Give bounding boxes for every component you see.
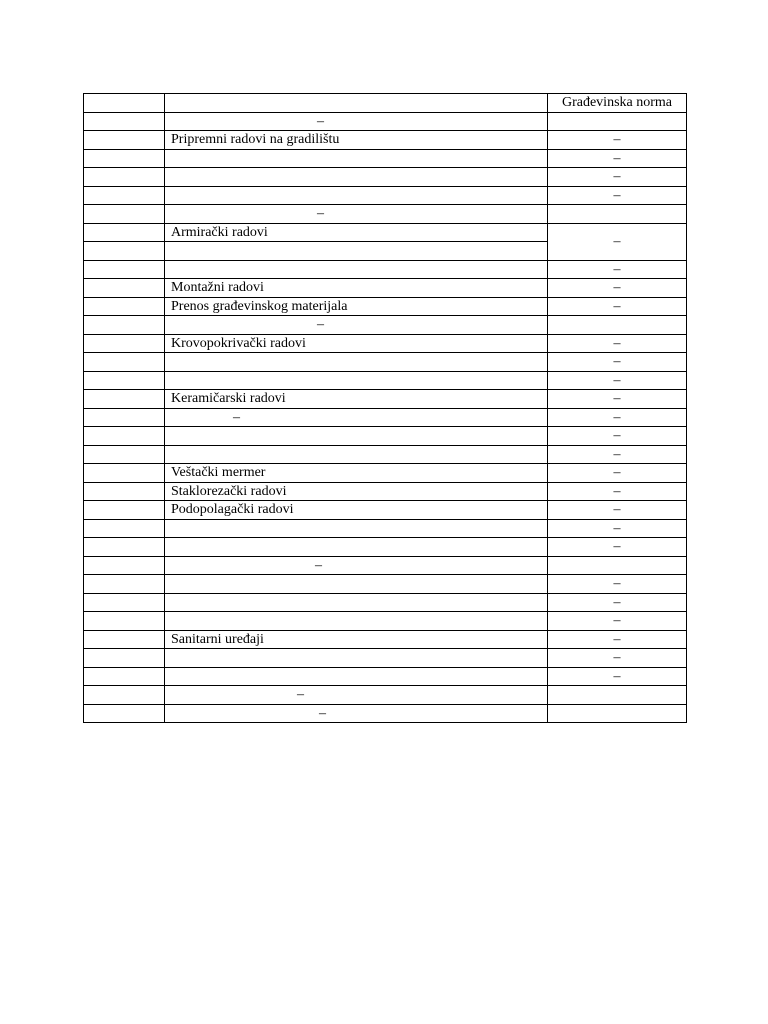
norm-cell: – (548, 649, 687, 668)
norm-cell: – (548, 297, 687, 316)
norm-cell: – (548, 538, 687, 557)
work-type-cell (165, 260, 548, 279)
work-type-cell (165, 408, 548, 427)
table-row (84, 538, 687, 557)
norm-cell: – (548, 427, 687, 446)
row-number-cell (84, 575, 165, 594)
row-number-cell (84, 482, 165, 501)
norm-cell: – (548, 260, 687, 279)
work-type-label: Montažni radovi (171, 280, 264, 296)
table-row (84, 279, 687, 298)
work-type-cell (165, 667, 548, 686)
dash-mark: – (315, 557, 322, 573)
work-type-cell (165, 686, 548, 705)
work-type-cell (165, 334, 548, 353)
work-type-cell (165, 482, 548, 501)
work-type-label: Armirački radovi (171, 224, 268, 240)
work-type-label: Veštački mermer (171, 465, 266, 481)
norm-cell (548, 205, 687, 224)
table-row (84, 334, 687, 353)
row-number-cell (84, 353, 165, 372)
table-row (84, 427, 687, 446)
work-type-cell (165, 704, 548, 723)
table-row (84, 297, 687, 316)
work-type-cell (165, 242, 548, 261)
dash-mark: – (233, 409, 240, 425)
norm-cell: – (548, 667, 687, 686)
row-number-cell (84, 316, 165, 335)
row-number-cell (84, 168, 165, 187)
row-number-cell (84, 334, 165, 353)
norm-cell (548, 704, 687, 723)
work-type-cell (165, 131, 548, 150)
row-number-cell (84, 538, 165, 557)
norm-cell: – (548, 593, 687, 612)
work-type-cell (165, 149, 548, 168)
row-number-cell (84, 519, 165, 538)
work-type-cell (165, 575, 548, 594)
work-type-cell (165, 630, 548, 649)
work-type-cell (165, 279, 548, 298)
row-number-cell (84, 149, 165, 168)
row-number-cell (84, 223, 165, 242)
row-number-cell (84, 260, 165, 279)
row-number-cell (84, 427, 165, 446)
norm-cell: – (548, 445, 687, 464)
norm-cell: – (548, 149, 687, 168)
table-row (84, 353, 687, 372)
work-type-cell (165, 390, 548, 409)
table-row (84, 556, 687, 575)
work-type-cell (165, 168, 548, 187)
norm-cell (548, 686, 687, 705)
norm-cell: – (548, 131, 687, 150)
table-row (84, 630, 687, 649)
work-type-cell (165, 501, 548, 520)
row-number-cell (84, 667, 165, 686)
table-row (84, 482, 687, 501)
row-number-cell (84, 704, 165, 723)
row-number-cell (84, 686, 165, 705)
row-number-cell (84, 612, 165, 631)
work-type-cell (165, 538, 548, 557)
table-row (84, 168, 687, 187)
row-number-cell (84, 131, 165, 150)
work-type-label: Sanitarni uređaji (171, 631, 264, 647)
row-number-cell (84, 649, 165, 668)
work-type-cell (165, 371, 548, 390)
row-number-cell (84, 556, 165, 575)
norm-cell: – (548, 168, 687, 187)
table-row (84, 464, 687, 483)
table-row (84, 667, 687, 686)
work-type-cell (165, 223, 548, 242)
table-row (84, 519, 687, 538)
norm-cell: – (548, 482, 687, 501)
header-cell-gradjevinska-norma: Građevinska norma (548, 94, 687, 113)
table-header-row (84, 94, 687, 113)
work-type-cell (165, 556, 548, 575)
row-number-cell (84, 242, 165, 261)
norm-cell: – (548, 353, 687, 372)
table-row (84, 260, 687, 279)
table-row (84, 593, 687, 612)
dash-mark: – (319, 705, 326, 721)
table-row (84, 223, 687, 242)
norm-cell: – (548, 575, 687, 594)
table-row (84, 408, 687, 427)
row-number-cell (84, 186, 165, 205)
table-row (84, 131, 687, 150)
row-number-cell (84, 593, 165, 612)
norm-cell: – (548, 408, 687, 427)
work-type-cell (165, 649, 548, 668)
header-cell-col1 (84, 94, 165, 113)
work-type-cell (165, 519, 548, 538)
table-row (84, 371, 687, 390)
row-number-cell (84, 205, 165, 224)
row-number-cell (84, 445, 165, 464)
work-type-label: Staklorezački radovi (171, 483, 287, 499)
table-row (84, 445, 687, 464)
work-type-label: Pripremni radovi na gradilištu (171, 132, 340, 148)
table-row (84, 205, 687, 224)
work-type-cell (165, 464, 548, 483)
construction-norms-table (83, 93, 687, 723)
table-row (84, 704, 687, 723)
norm-cell: – (548, 519, 687, 538)
table-row (84, 149, 687, 168)
norm-cell (548, 316, 687, 335)
norm-cell: – (548, 334, 687, 353)
norm-cell: – (548, 464, 687, 483)
norm-cell: – (548, 501, 687, 520)
table-row (84, 390, 687, 409)
work-type-cell (165, 112, 548, 131)
row-number-cell (84, 112, 165, 131)
work-type-cell (165, 593, 548, 612)
table-row (84, 575, 687, 594)
work-type-label: Prenos građevinskog materijala (171, 298, 348, 314)
table-row (84, 649, 687, 668)
norm-cell (548, 556, 687, 575)
table-row (84, 112, 687, 131)
row-number-cell (84, 390, 165, 409)
work-type-cell (165, 353, 548, 372)
dash-mark: – (317, 317, 324, 333)
table-row (84, 501, 687, 520)
norm-cell: – (548, 371, 687, 390)
dash-mark: – (317, 113, 324, 129)
work-type-label: Podopolagački radovi (171, 502, 294, 518)
row-number-cell (84, 371, 165, 390)
table-row (84, 316, 687, 335)
work-type-cell (165, 316, 548, 335)
table-row (84, 186, 687, 205)
row-number-cell (84, 501, 165, 520)
work-type-cell (165, 445, 548, 464)
row-number-cell (84, 408, 165, 427)
work-type-cell (165, 427, 548, 446)
dash-mark: – (317, 206, 324, 222)
norm-cell: – (548, 612, 687, 631)
table-row (84, 612, 687, 631)
row-number-cell (84, 630, 165, 649)
norm-cell: – (548, 630, 687, 649)
row-number-cell (84, 464, 165, 483)
norm-cell: – (548, 223, 687, 260)
work-type-cell (165, 186, 548, 205)
work-type-label: Keramičarski radovi (171, 391, 286, 407)
dash-mark: – (297, 687, 304, 703)
norm-cell: – (548, 186, 687, 205)
norm-cell: – (548, 279, 687, 298)
table-row (84, 686, 687, 705)
work-type-label: Krovopokrivački radovi (171, 335, 306, 351)
row-number-cell (84, 297, 165, 316)
norm-cell: – (548, 390, 687, 409)
row-number-cell (84, 279, 165, 298)
table-body (84, 94, 687, 723)
work-type-cell (165, 297, 548, 316)
norm-cell (548, 112, 687, 131)
work-type-cell (165, 205, 548, 224)
header-cell-col2 (165, 94, 548, 113)
work-type-cell (165, 612, 548, 631)
